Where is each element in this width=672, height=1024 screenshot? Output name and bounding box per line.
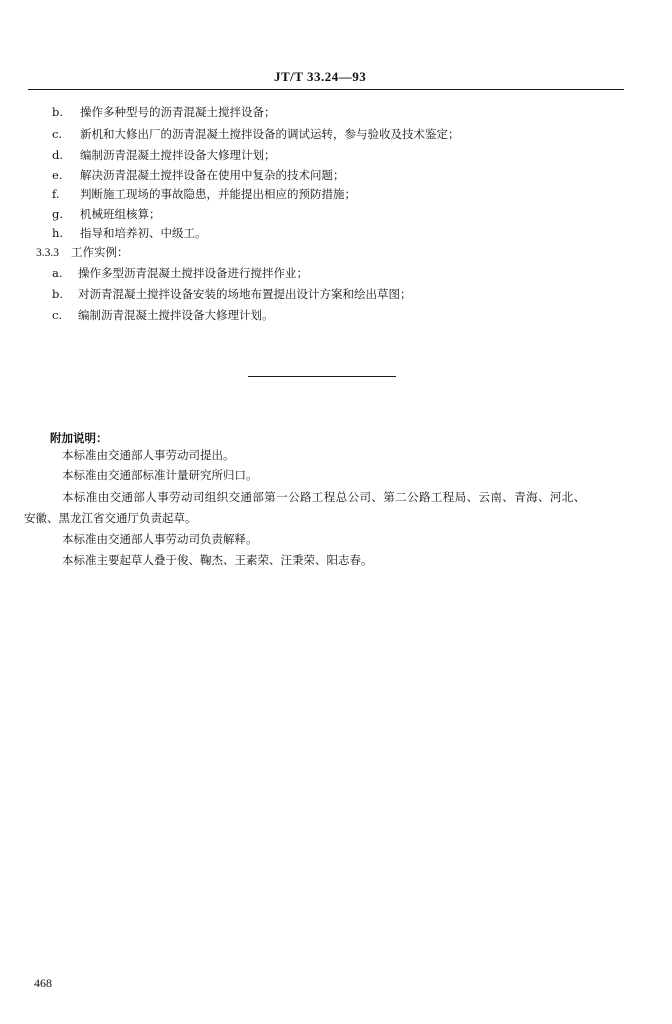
list-item-text: 编制沥青混凝土搅拌设备大修理计划。 — [78, 308, 274, 322]
list-item-text: 解决沥青混凝土搅拌设备在使用中复杂的技术问题； — [80, 168, 345, 182]
section-title: 工作实例： — [71, 245, 129, 259]
list-item-text: 指导和培养初、中级工。 — [80, 226, 207, 240]
header-rule — [28, 89, 624, 90]
list-marker: f. — [52, 187, 60, 201]
list-item-text: 对沥青混凝土搅拌设备安装的场地布置提出设计方案和绘出草图； — [78, 287, 412, 301]
list-item-text: 操作多型沥青混凝土搅拌设备进行搅拌作业； — [78, 266, 308, 280]
list-marker: b. — [52, 105, 64, 119]
note-line: 本标准由交通部人事劳动司组织交通部第一公路工程总公司、第二公路工程局、云南、青海、河北、 — [62, 490, 586, 504]
note-line: 安徽、黑龙江省交通厅负责起草。 — [24, 511, 197, 525]
note-line: 本标准由交通部人事劳动司负责解释。 — [62, 532, 258, 546]
list-marker: c. — [52, 308, 63, 322]
list-item-text: 新机和大修出厂的沥青混凝土搅拌设备的调试运转，参与验收及技术鉴定； — [80, 127, 460, 141]
list-marker: g. — [52, 207, 64, 221]
list-marker: h. — [52, 226, 64, 240]
note-line: 本标准由交通部人事劳动司提出。 — [62, 448, 235, 462]
note-line: 本标准主要起草人叠于俊、鞠杰、王素荣、汪秉荣、阳志春。 — [62, 553, 373, 567]
list-marker: c. — [52, 127, 63, 141]
notes-title: 附加说明： — [50, 431, 108, 445]
list-marker: a. — [52, 266, 63, 280]
section-heading — [36, 245, 129, 260]
section-divider — [248, 376, 396, 377]
list-marker: d. — [52, 148, 64, 162]
list-item-text: 机械班组核算； — [80, 207, 161, 221]
list-marker: b. — [52, 287, 64, 301]
list-item-text: 判断施工现场的事故隐患，并能提出相应的预防措施； — [80, 187, 356, 201]
page-number: 468 — [34, 976, 52, 990]
note-line: 本标准由交通部标准计量研究所归口。 — [62, 468, 258, 482]
section-number: 3.3.3 — [36, 247, 59, 259]
standard-code-header: JT/T 33.24—93 — [274, 69, 367, 84]
list-item-text: 编制沥青混凝土搅拌设备大修理计划； — [80, 148, 276, 162]
list-marker: e. — [52, 168, 63, 182]
list-item-text: 操作多种型号的沥青混凝土搅拌设备； — [80, 105, 276, 119]
